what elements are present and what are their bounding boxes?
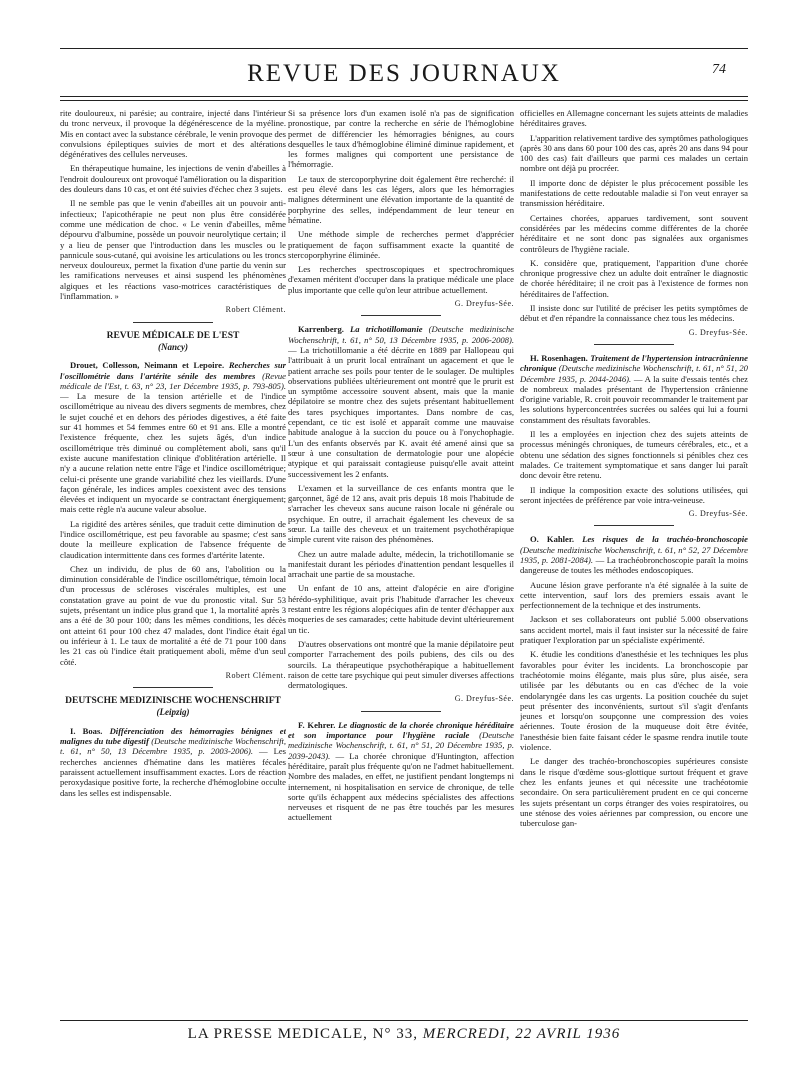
paragraph: Il insiste donc sur l'utilité de préciser les petits symptômes de début et d'en répandre la connaissance chez tous les médecins. bbox=[520, 303, 748, 324]
paragraph: L'apparition relativement tardive des symptômes pathologiques (après 30 ans dans 60 pour 100 des cas, après 20 ans dans 94 pour 100 des cas) fait d'ailleurs que parmi ces malades un certain nombre ont déjà pu procréer. bbox=[520, 132, 748, 174]
article-authors: Drouet, Collesson, Neimann et Lepoire. bbox=[70, 360, 225, 371]
signature: G. Dreyfus-Sée. bbox=[688, 509, 748, 519]
article-source: (Deutsche medizinische Wochenschrift, t. 61, n° 50, 13 Décembre 1935, p. 2006-2008). bbox=[288, 324, 514, 345]
article-authors: F. Kehrer. bbox=[298, 719, 336, 730]
article-title: La trichotillomanie bbox=[350, 324, 423, 335]
article-authors: O. Kahler. bbox=[530, 534, 575, 545]
paragraph: Le danger des trachéo-bronchoscopies supérieures consiste dans le risque d'œdème sous-glottique surtout fréquent et grave chez les enfants jeunes et qui nécessite une trachéotomie secondaire. On sera particulièrement prudent en ce qui concerne les sujets présentant un corps étranger des voies respiratoires, ou une sténose des voies aériennes par compression, ou encore une tuberculose gan- bbox=[520, 756, 748, 829]
page-number: 74 bbox=[712, 62, 726, 77]
section-title: REVUE MÉDICALE DE L'EST bbox=[106, 330, 240, 341]
article-source: (Deutsche medizinische Wochenschrift, t. 61, n° 50, 13 Décembre 1935, p. 2003-2006). bbox=[60, 736, 286, 757]
article: O. Kahler. Les risques de la trachéo-bronchoscopie (Deutsche medizinische Wochenschrift, t. 61, n° 52, 27 Décembre 1935, p. 2081-2084). — La trachéobronchoscopie paraît la moins dangereuse de toutes les méthodes endoscopiques. bbox=[520, 534, 748, 576]
paragraph: D'autres observations ont montré que la manie dépilatoire peut comporter l'arrachement des poils pubiens, des cils ou des sourcils. La thérapeutique psychothérapique a habituellement raison de cette tare psychique qui peut simuler diverses affections dermatologiques. bbox=[288, 638, 514, 691]
article-text: La trichotillomanie a été décrite en 1889 par Hallopeau qui l'attribuait à un prurit local entraînant un agacement et que le patient arrache ses poils pour tenter de le soulager. De multiples observations publiées ultérieurement ont montré que le prurit est un symptôme accessoire souvent absent, mais que la manie dépilatoire se montre chez des sujets présentant habituellement des tares psychiques importantes. Dans nombre de cas, cependant, ce tic est isolé et apparaît comme une mauvaise habitude analogue à la succion du pouce ou à l'onychophagie. L'un des enfants observés par K. avait été amené ainsi que sa sœur à une consultation de dermatologie pour une alopécie atypique et qui paraissait contagieuse puisqu'elle avait atteint successivement les 2 enfants. bbox=[288, 344, 514, 479]
article: Drouet, Collesson, Neimann et Lepoire. Recherches sur l'oscillométrie dans l'artérite sénile des membres (Revue médicale de l'Est, t. 63, n° 23, 1er Décembre 1935, p. 793-805). — La mesure de la tension artérielle et de l'indice oscillométrique au niveau des divers segments de membres, chez le sujet couché et en dehors des périodes digestives, a été faite sur 41 hommes et 54 femmes entre 60 et 91 ans. Elle a montré l'existence fréquente, chez les sujets âgés, d'un indice oscillométrique très diminué ou complètement aboli, sans qu'il existe aucune manifestation clinique d'oblitération artérielle. Il n'y a aucune relation nette entre l'âge et l'indice oscillométrique; celui-ci présente une grande variabilité chez les vieillards. D'une façon générale, les indices amples coexistent avec des tensions élevées et indiquent un myocarde se contractant énergiquement; mais cette règle n'a aucune valeur absolue. bbox=[60, 360, 286, 515]
paragraph: Chez un autre malade adulte, médecin, la trichotillomanie se manifestait durant les périodes d'inattention pendant lesquelles il arrachait une partie de sa moustache. bbox=[288, 548, 514, 580]
footer-rule bbox=[60, 1020, 748, 1021]
article: H. Rosenhagen. Traitement de l'hypertension intracrânienne chronique (Deutsche medizinische Wochenschrift, t. 61, n° 51, 20 Décembre 1935, p. 2044-2046). — A la suite d'essais tentés chez de nombreux malades présentant de l'hypertension crânienne d'origine variable, R. croit pouvoir recommander le traitement par les solutions hyperconcentrées sucrées ou salées qui lui a fourni constamment des résultats favorables. bbox=[520, 352, 748, 425]
article-text: La mesure de la tension artérielle et de l'indice oscillométrique au niveau des divers segments de membres, chez le sujet couché et en dehors des périodes digestives, a été faite sur 41 hommes et 54 femmes entre 60 et 91 ans. Elle a montré l'existence fréquente, chez les sujets âgés, d'un indice oscillométrique très diminué ou complètement aboli, sans qu'il existe aucune manifestation clinique d'oblitération artérielle. Il n'y a aucune relation nette entre l'âge et l'indice oscillométrique; celui-ci présente une grande variabilité chez les vieillards. D'une façon générale, les indices amples coexistent avec des tensions élevées et indiquent un myocarde se contractant énergiquement; mais cette règle n'a aucune valeur absolue. bbox=[60, 391, 286, 515]
paragraph: K. étudie les conditions d'anesthésie et les techniques les plus favorables pour éviter les incidents. La bronchoscopie par trachéotomie moins élégante, mais plus sûre, plus aisée, sera utilisée par les débutants ou en cas d'échec de la voie endolaryngée dans les cas urgents. La position couchée du sujet peut présenter des inconvénients, surtout s'il s'agit d'enfants jeunes et lorsqu'on soupçonne une compression des voies aériennes. Toute érosion de la muqueuse doit être évitée, l'anesthésie bien faite faisant céder le spasme rendra inutile toute violence. bbox=[520, 649, 748, 753]
paragraph: L'examen et la surveillance de ces enfants montra que le garçonnet, âgé de 12 ans, avait pris depuis 18 mois l'habitude de s'arracher les cheveux sans aucune raison locale ni générale ou psychique. En outre, il arrachait également les cheveux de sa sœur. La taille des cheveux et un traitement psychothérapique simple curent vite raison des phénomènes. bbox=[288, 482, 514, 545]
paragraph: Un enfant de 10 ans, atteint d'alopécie en aire d'origine hérédo-syphilitique, avait pris l'habitude d'arracher les cheveux restant entre les régions alopéciques afin de tenter d'échapper aux moqueries de ses camarades; cette habitude devint ultérieurement un tic. bbox=[288, 583, 514, 635]
paragraph: Il indique la composition exacte des solutions utilisées, qui seront injectées de préférence par voie intra-veineuse. bbox=[520, 484, 748, 505]
top-rule bbox=[60, 48, 748, 49]
paragraph: officielles en Allemagne concernant les sujets atteints de maladies héréditaires graves. bbox=[520, 108, 748, 129]
paragraph: La rigidité des artères séniles, que traduit cette diminution de l'indice oscillométrique, est peu favorable au spasme; c'est sans doute la meilleure explication de l'absence fréquente de claudication intermittente dans ces formes d'artérite latente. bbox=[60, 518, 286, 560]
article-title: Le diagnostic de la chorée chronique héréditaire et son importance pour l'hygiène raciale bbox=[288, 719, 514, 741]
paragraph: Il les a employées en injection chez des sujets atteints de processus méningés chroniques, de tumeurs cérébrales, etc., et a obtenu une sédation des signes fonctionnels si pénibles chez ces malades. Ce traitement symptomatique et sans danger lui paraît donc devoir être retenu. bbox=[520, 429, 748, 481]
journal-title: REVUE DES JOURNAUX bbox=[247, 60, 561, 87]
article: F. Kehrer. Le diagnostic de la chorée chronique héréditaire et son importance pour l'hygiène raciale (Deutsche medizinische Wochenschrift, t. 61, n° 51, 20 Décembre 1935, p. 2039-2043). — La chorée chronique d'Huntington, affection héréditaire, paraît plus fréquente qu'on ne l'admet habituellement. Nombre des malades, en effet, ne justifient pendant longtemps ni internement, ni hospitalisation en service de chronique, de telle sorte qu'ils échappent aux médecins spécialistes des affections nerveuses et risquent de ne pas être touchés par les mesures actuellement bbox=[288, 719, 514, 823]
column-2 bbox=[288, 108, 514, 1023]
signature: Robert Clément. bbox=[225, 305, 286, 315]
section-city: (Leipzig) bbox=[156, 707, 190, 718]
paragraph: Aucune lésion grave perforante n'a été signalée à la suite de cette intervention, sauf lors des premiers essais avant le perfectionnement de la technique et des instruments. bbox=[520, 579, 748, 611]
section-divider bbox=[133, 687, 213, 688]
article-divider bbox=[594, 344, 674, 345]
article-source: (Deutsche medizinische Wochenschrift, t. 61, n° 52, 27 Décembre 1935, p. 2081-2084). bbox=[520, 544, 748, 565]
paragraph: En thérapeutique humaine, les injections de venin d'abeilles à l'endroit douloureux ont provoqué l'amélioration ou la disparition des douleurs dans 10 cas, et ont été suivies d'échec chez 3 sujets. bbox=[60, 163, 286, 195]
article-text: Les recherches anciennes d'hématine dans les matières fécales paraissent actuellement insuffisamment exactes. Lors de réaction peroxydasique positive forte, la recherche d'hémoglobine occulte dans les selles est indispensable. bbox=[60, 746, 286, 798]
article-divider bbox=[594, 525, 674, 526]
paragraph: Si sa présence lors d'un examen isolé n'a pas de signification pronostique, par contre la recherche en série de l'hémoglobine permet de différencier les hémorragies bénignes, au cours desquelles le taux d'hémoglobine éliminé diminue rapidement, et les formes malignes qui comportent une persistance de l'hémorragie. bbox=[288, 108, 514, 170]
article-title: Traitement de l'hypertension intracrânienne chronique bbox=[520, 352, 748, 374]
paragraph: Les recherches spectroscopiques et spectrochromiques d'examen méritent d'occuper dans la pratique médicale une place plus importante que celle qu'on leur attribue actuellement. bbox=[288, 264, 514, 295]
paragraph: Une méthode simple de recherches permet d'apprécier pratiquement de façon suffisamment exacte la quantité de stercoporphyrine éliminée. bbox=[288, 229, 514, 260]
paragraph: K. considère que, pratiquement, l'apparition d'une chorée chronique progressive chez un adulte doit entraîner le diagnostic de chorée héréditaire; il ne croit pas à l'existence de formes non héréditaires de l'affection. bbox=[520, 257, 748, 299]
article-source: (Revue médicale de l'Est, t. 63, n° 23, 1er Décembre 1935, p. 793-805). bbox=[60, 370, 286, 391]
article-text: A la suite d'essais tentés chez de nombreux malades présentant de l'hypertension crânienne d'origine variable, R. croit pouvoir recommander le traitement par les solutions hyperconcentrées sucrées ou salées qui lui a fourni constamment des résultats favorables. bbox=[520, 373, 748, 425]
column-3 bbox=[520, 108, 748, 1023]
article: I. Boas. Différenciation des hémorragies bénignes et malignes du tube digestif (Deutsche medizinische Wochenschrift, t. 61, n° 50, 13 Décembre 1935, p. 2003-2006). — Les recherches anciennes d'hématine dans les matières fécales paraissent actuellement insuffisamment exactes. Lors de réaction peroxydasique positive forte, la recherche d'hémoglobine occulte dans les selles est indispensable. bbox=[60, 725, 286, 798]
article-divider bbox=[361, 711, 441, 712]
paragraph: Certaines chorées, apparues tardivement, sont souvent considérées par les médecins comme différentes de la chorée héréditaire et ne sont donc pas signalées aux organismes contrôleurs de l'hygiène raciale. bbox=[520, 212, 748, 254]
article-authors: I. Boas. bbox=[70, 725, 103, 736]
article-authors: H. Rosenhagen. bbox=[530, 352, 588, 363]
masthead-rule bbox=[60, 96, 748, 101]
article-source: (Deutsche medizinische Wochenschrift, t. 61, n° 51, 20 Décembre 1935, p. 2044-2046). bbox=[520, 363, 748, 384]
footer-date: 22 AVRIL 1936 bbox=[515, 1026, 621, 1042]
article-divider bbox=[361, 315, 441, 316]
paragraph: Il ne semble pas que le venin d'abeilles ait un pouvoir anti-infectieux; l'apicothérapie ne peut non plus être considérée comme une médication de choc. « Le venin d'abeilles, même dépourvu d'albumine, possède un pouvoir neurolytique certain; il y a lieu de penser que l'introduction dans les muscles ou le pannicule sous-cutané, qui avoisine les articulations ou les troncs nerveux douloureux, permet la fixation d'une partie du venin sur les ramifications nerveuses et ainsi suspend les phénomènes algiques et les réactions vaso-motrices caractéristiques de l'inflammation. » bbox=[60, 198, 286, 302]
section-divider bbox=[133, 322, 213, 323]
signature: G. Dreyfus-Sée. bbox=[454, 694, 514, 704]
page-footer bbox=[60, 1026, 748, 1043]
article-title: Recherches sur l'oscillométrie dans l'artérite sénile des membres bbox=[60, 360, 286, 381]
paragraph: Jackson et ses collaborateurs ont publié 5.000 observations sans accident mortel, mais il faut insister sur la nécessité de faire pratiquer l'exploration par un spécialiste expérimenté. bbox=[520, 614, 748, 646]
paragraph: Le taux de stercoporphyrine doit également être recherché: il est peu élevé dans les cas légers, alors que les hémorragies malignes déterminent une élévation importante de la quantité de porphyrine des selles, indépendamment de leur teneur en hématine. bbox=[288, 173, 514, 225]
paragraph: Chez un individu, de plus de 60 ans, l'abolition ou la diminution considérable de l'indice oscillométrique, témoin local d'un processus de scléroses viscérales multiples, est une constatation grave au point de vue du pronostic vital. Sur 53 sujets, présentant un indice plus grand que 1, la mortalité après 3 ans a été de 30 pour 100; dans les mêmes conditions, les décès ont atteint 61 pour 100 chez 47 malades, dont l'indice était égal ou inférieur à 1. Le taux de mortalité a été de 71 pour 100 dans les 21 cas où l'indice était pratiquement aboli, même d'un seul côté. bbox=[60, 563, 286, 667]
paragraph: rite douloureux, ni parésie; au contraire, injecté dans l'intérieur du tronc nerveux, il provoque la dégénérescence de la myéline. Mis en contact avec la substance cérébrale, le venin provoque des convulsions épileptiques suivies de mort et des altérations dégénératives des cellules nerveuses. bbox=[60, 108, 286, 160]
footer-day: MERCREDI, bbox=[422, 1026, 511, 1042]
article-text: La trachéobronchoscopie paraît la moins dangereuse de toutes les méthodes endoscopiques. bbox=[520, 554, 748, 576]
masthead bbox=[60, 60, 748, 94]
article-title: Différenciation des hémorragies bénignes et malignes du tube digestif bbox=[60, 725, 286, 747]
article-authors: Karrenberg. bbox=[298, 324, 344, 335]
article: Karrenberg. La trichotillomanie (Deutsche medizinische Wochenschrift, t. 61, n° 50, 13 Décembre 1935, p. 2006-2008). — La trichotillomanie a été décrite en 1889 par Hallopeau qui l'attribuait à un prurit local entraînant un agacement et que le patient arrache ses poils pour tenter de le soulager. De multiples observations publiées ultérieurement ont montré que le prurit est un symptôme accessoire souvent absent, mais que la manie dépilatoire se montre chez des sujets présentant habituellement des tares psychiques importantes. Dans nombre de cas, cependant, ce tic est isolé et apparaît comme une mauvaise habitude analogue à la succion du pouce ou à l'onychophagie. L'un des enfants observés par K. avait été amené ainsi que sa sœur à une consultation de dermatologie pour une alopécie atypique et qui paraissait contagieuse puisqu'elle avait atteint successivement les 2 enfants. bbox=[288, 324, 514, 479]
article-text: La chorée chronique d'Huntington, affection héréditaire, paraît plus fréquente qu'on ne l'admet habituellement. Nombre des malades, en effet, ne justifient pendant longtemps ni internement, ni hospitalisation en service de chronique, de telle sorte qu'ils échappent aux médecins spécialistes des affections nerveuses et risquent de ne pas être touchés par les mesures actuellement bbox=[288, 750, 514, 823]
article-source: (Deutsche medizinische Wochenschrift, t. 61, n° 51, 20 Décembre 1935, p. 2039-2043). bbox=[288, 730, 514, 761]
section-title: DEUTSCHE MEDIZINISCHE WOCHENSCHRIFT bbox=[65, 696, 281, 707]
signature: Robert Clément. bbox=[225, 670, 286, 680]
signature: G. Dreyfus-Sée. bbox=[688, 327, 748, 337]
paragraph: Il importe donc de dépister le plus précocement possible les manifestations de cette redoutable maladie si l'on veut enrayer sa transmission héréditaire. bbox=[520, 177, 748, 209]
footer-publication: LA PRESSE MEDICALE, N° 33, bbox=[187, 1026, 419, 1042]
section-city: (Nancy) bbox=[158, 341, 188, 352]
signature: G. Dreyfus-Sée. bbox=[454, 299, 514, 309]
column-1 bbox=[60, 108, 286, 1023]
article-title: Les risques de la trachéo-bronchoscopie bbox=[582, 534, 748, 545]
